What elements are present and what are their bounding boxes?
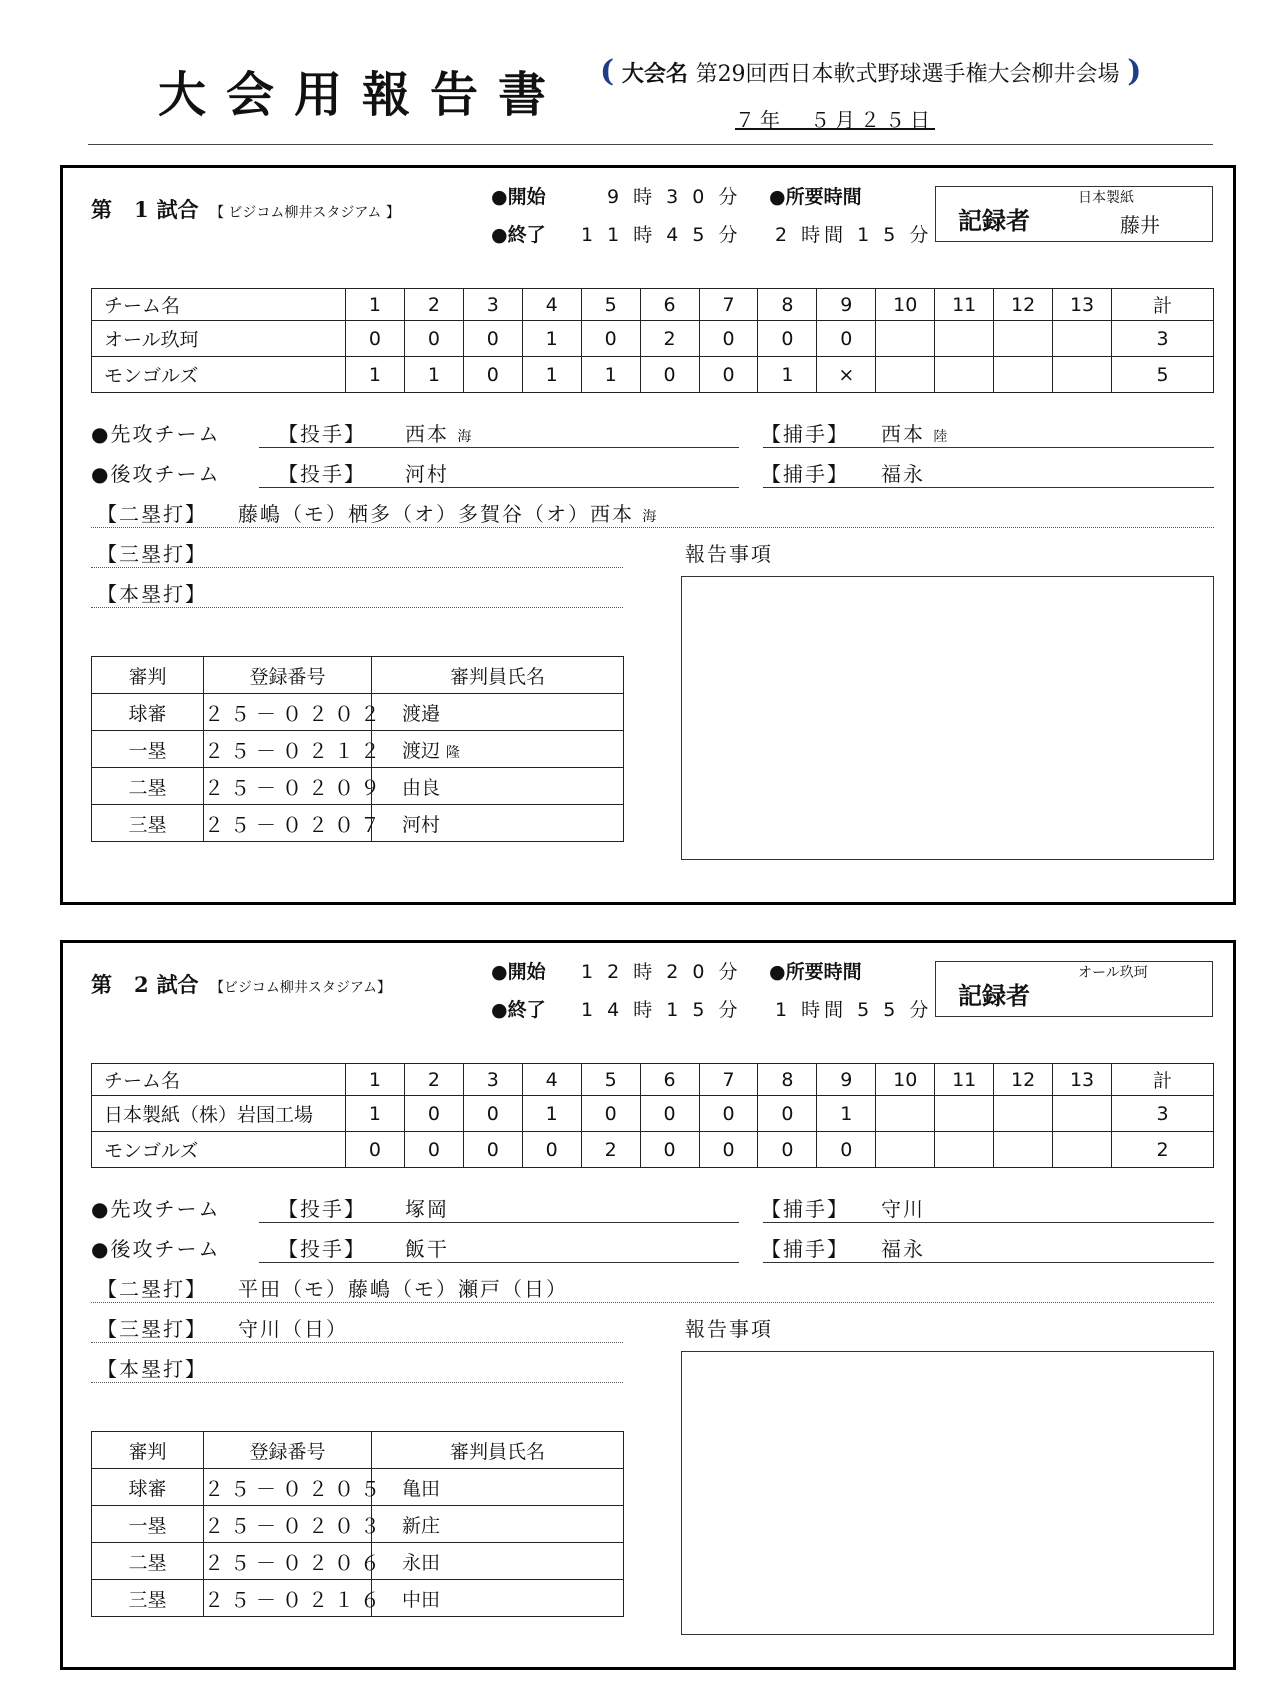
inning-score-cell: 0 xyxy=(463,321,522,357)
team-name-cell: オール玖珂 xyxy=(92,321,346,357)
inning-header-4: 4 xyxy=(522,1064,581,1096)
home-pitcher-label: 【投手】 xyxy=(278,1237,366,1261)
inning-header-2: 2 xyxy=(404,289,463,321)
inning-score-cell: 1 xyxy=(817,1096,876,1132)
page-title: 大会用報告書 xyxy=(158,67,567,123)
away-pitcher-underline xyxy=(259,1222,739,1223)
away-catcher-label: 【捕手】 xyxy=(761,422,849,446)
inning-header-5: 5 xyxy=(581,1064,640,1096)
umpire-reg-number: ２５－０２０３ xyxy=(204,1506,372,1543)
game-prefix: 第 xyxy=(91,197,112,222)
game-section-1 xyxy=(60,165,1236,905)
inning-header-13: 13 xyxy=(1053,289,1112,321)
start-time: 1 2 時 2 0 分 xyxy=(581,961,742,983)
inning-score-cell xyxy=(994,321,1053,357)
inning-score-cell: 0 xyxy=(522,1132,581,1168)
inning-score-cell xyxy=(876,357,935,393)
umpire-name-text: 渡邉 xyxy=(402,702,441,725)
away-catcher: 西本 陸 xyxy=(881,422,950,446)
umpire-role: 三塁 xyxy=(92,1580,204,1617)
tournament-name: 第29回西日本軟式野球選手権大会柳井会場 xyxy=(695,62,1120,87)
umpire-name xyxy=(372,1580,624,1617)
umpire-reg-number: ２５－０２０２ xyxy=(204,694,372,731)
inning-score-cell xyxy=(935,321,994,357)
bracket-close: ) xyxy=(1127,54,1142,89)
umpire-row xyxy=(92,805,624,842)
umpire-name-text: 由良 xyxy=(402,776,441,799)
end-time: 1 1 時 4 5 分 xyxy=(581,224,742,246)
doubles-dotted-line xyxy=(91,527,1214,528)
inning-score-cell xyxy=(935,1096,994,1132)
inning-header-12: 12 xyxy=(994,1064,1053,1096)
umpire-header-row xyxy=(92,1432,624,1469)
inning-score-cell: 0 xyxy=(817,1132,876,1168)
recorder-org: 日本製紙 xyxy=(1078,190,1134,206)
umpire-name-text: 渡辺 xyxy=(402,739,441,762)
start-label: ●開始 xyxy=(491,186,546,208)
team-header-cell: チーム名 xyxy=(92,1064,346,1096)
inning-score-cell: 0 xyxy=(640,1096,699,1132)
umpire-role: 二塁 xyxy=(92,1543,204,1580)
report-label: 報告事項 xyxy=(685,1317,773,1341)
doubles-label: 【二塁打】 xyxy=(97,502,207,526)
inning-score-cell: 0 xyxy=(463,1096,522,1132)
umpire-row xyxy=(92,768,624,805)
total-header-cell: 計 xyxy=(1112,1064,1214,1096)
doubles-dotted-line xyxy=(91,1302,1214,1303)
score-row xyxy=(92,321,1214,357)
umpire-col-header: 審判 xyxy=(92,657,204,694)
triples-label: 【三塁打】 xyxy=(97,542,207,566)
inning-score-cell: 0 xyxy=(404,321,463,357)
homeruns-label: 【本塁打】 xyxy=(97,582,207,606)
inning-score-cell xyxy=(876,321,935,357)
umpire-role: 一塁 xyxy=(92,731,204,768)
recorder-label: 記録者 xyxy=(958,206,1030,235)
inning-score-cell: 0 xyxy=(463,357,522,393)
tournament-label: 大会名 xyxy=(621,61,688,87)
inning-header-9: 9 xyxy=(817,1064,876,1096)
end-time: 1 4 時 1 5 分 xyxy=(581,999,742,1021)
team-name-cell: 日本製紙（株）岩国工場 xyxy=(92,1096,346,1132)
score-header-row xyxy=(92,1064,1214,1096)
total-score-cell: 2 xyxy=(1112,1132,1214,1168)
start-label: ●開始 xyxy=(491,961,546,983)
inning-score-cell: 1 xyxy=(522,357,581,393)
inning-score-cell: 1 xyxy=(522,321,581,357)
home-pitcher-underline xyxy=(259,1262,739,1263)
umpire-col-header: 審判員氏名 xyxy=(372,1432,624,1469)
score-row xyxy=(92,1096,1214,1132)
umpire-role: 三塁 xyxy=(92,805,204,842)
game-title xyxy=(91,969,395,999)
home-catcher: 福永 xyxy=(881,462,925,486)
inning-header-6: 6 xyxy=(640,1064,699,1096)
home-pitcher-label: 【投手】 xyxy=(278,462,366,486)
inning-score-cell: 0 xyxy=(404,1132,463,1168)
away-pitcher-label: 【投手】 xyxy=(278,422,366,446)
home-catcher-label: 【捕手】 xyxy=(761,462,849,486)
umpire-header-row xyxy=(92,657,624,694)
inning-header-13: 13 xyxy=(1053,1064,1112,1096)
umpire-col-header: 登録番号 xyxy=(204,1432,372,1469)
start-time: 9 時 3 0 分 xyxy=(607,186,742,208)
score-table xyxy=(91,288,1214,393)
away-catcher-underline xyxy=(763,1222,1214,1223)
recorder-org: オール玖珂 xyxy=(1078,965,1148,981)
umpire-row xyxy=(92,1580,624,1617)
home-catcher-underline xyxy=(763,487,1214,488)
inning-score-cell: 2 xyxy=(640,321,699,357)
umpire-name-text: 河村 xyxy=(402,813,441,836)
recorder-label: 記録者 xyxy=(958,981,1030,1010)
doubles-label: 【二塁打】 xyxy=(97,1277,207,1301)
umpire-table xyxy=(91,656,624,842)
inning-score-cell xyxy=(935,1132,994,1168)
away-pitcher: 西本 海 xyxy=(405,422,474,446)
inning-score-cell xyxy=(1053,321,1112,357)
inning-score-cell: 0 xyxy=(640,1132,699,1168)
game-suffix: 試合 xyxy=(156,197,199,222)
doubles-list: 平田（モ）藤嶋（モ）瀬戸（日） xyxy=(238,1277,568,1301)
game-number: 1 xyxy=(134,197,149,222)
inning-score-cell: 0 xyxy=(758,1132,817,1168)
home-team-label: ●後攻チーム xyxy=(91,462,221,486)
inning-score-cell: 0 xyxy=(699,357,758,393)
inning-score-cell xyxy=(994,1096,1053,1132)
umpire-name xyxy=(372,694,624,731)
umpire-role: 二塁 xyxy=(92,768,204,805)
inning-score-cell: 0 xyxy=(404,1096,463,1132)
duration-value: 1 時間 5 5 分 xyxy=(775,999,933,1021)
recorder-box xyxy=(935,186,1213,242)
report-box[interactable] xyxy=(681,576,1214,860)
inning-header-6: 6 xyxy=(640,289,699,321)
home-pitcher: 飯干 xyxy=(405,1237,449,1261)
umpire-row xyxy=(92,1469,624,1506)
inning-header-1: 1 xyxy=(346,1064,405,1096)
inning-score-cell: 0 xyxy=(758,1096,817,1132)
umpire-col-header: 登録番号 xyxy=(204,657,372,694)
inning-score-cell xyxy=(994,1132,1053,1168)
umpire-row xyxy=(92,1543,624,1580)
inning-score-cell xyxy=(876,1096,935,1132)
away-team-label: ●先攻チーム xyxy=(91,1197,221,1221)
inning-score-cell: 0 xyxy=(463,1132,522,1168)
umpire-reg-number: ２５－０２０６ xyxy=(204,1543,372,1580)
inning-header-7: 7 xyxy=(699,1064,758,1096)
home-team-label: ●後攻チーム xyxy=(91,1237,221,1261)
umpire-col-header: 審判員氏名 xyxy=(372,657,624,694)
inning-header-3: 3 xyxy=(463,289,522,321)
inning-header-7: 7 xyxy=(699,289,758,321)
header-divider xyxy=(88,144,1213,145)
inning-header-3: 3 xyxy=(463,1064,522,1096)
total-header-cell: 計 xyxy=(1112,289,1214,321)
inning-header-12: 12 xyxy=(994,289,1053,321)
inning-header-2: 2 xyxy=(404,1064,463,1096)
inning-header-10: 10 xyxy=(876,289,935,321)
umpire-reg-number: ２５－０２０５ xyxy=(204,1469,372,1506)
umpire-role: 球審 xyxy=(92,1469,204,1506)
inning-score-cell: 1 xyxy=(346,1096,405,1132)
inning-header-11: 11 xyxy=(935,1064,994,1096)
umpire-name xyxy=(372,805,624,842)
inning-score-cell: 0 xyxy=(346,321,405,357)
home-catcher-underline xyxy=(763,1262,1214,1263)
triples-list: 守川（日） xyxy=(238,1317,348,1341)
umpire-name xyxy=(372,731,624,768)
home-pitcher: 河村 xyxy=(405,462,449,486)
inning-score-cell: 0 xyxy=(581,321,640,357)
score-row xyxy=(92,1132,1214,1168)
duration-label: ●所要時間 xyxy=(769,961,862,983)
away-pitcher-underline xyxy=(259,447,739,448)
away-pitcher-label: 【投手】 xyxy=(278,1197,366,1221)
inning-score-cell xyxy=(994,357,1053,393)
inning-header-5: 5 xyxy=(581,289,640,321)
stadium-name: 【ビジコム柳井スタジアム】 xyxy=(209,980,391,996)
inning-score-cell xyxy=(876,1132,935,1168)
umpire-name xyxy=(372,1506,624,1543)
homeruns-dotted-line xyxy=(91,607,623,608)
game-section-2 xyxy=(60,940,1236,1670)
inning-score-cell xyxy=(1053,1096,1112,1132)
end-label: ●終了 xyxy=(491,224,546,246)
inning-score-cell: 0 xyxy=(346,1132,405,1168)
inning-score-cell: 0 xyxy=(699,321,758,357)
duration-label: ●所要時間 xyxy=(769,186,862,208)
homeruns-dotted-line xyxy=(91,1382,623,1383)
umpire-name-text: 中田 xyxy=(402,1588,441,1611)
umpire-row xyxy=(92,1506,624,1543)
report-box[interactable] xyxy=(681,1351,1214,1635)
stadium-name: 【 ビジコム柳井スタジアム 】 xyxy=(209,205,400,221)
total-score-cell: 3 xyxy=(1112,321,1214,357)
score-table xyxy=(91,1063,1214,1168)
inning-score-cell: 0 xyxy=(699,1096,758,1132)
doubles-list: 藤嶋（モ）栖多（オ）多賀谷（オ）西本 海 xyxy=(238,502,659,526)
home-catcher-label: 【捕手】 xyxy=(761,1237,849,1261)
inning-header-8: 8 xyxy=(758,1064,817,1096)
team-name-cell: モンゴルズ xyxy=(92,357,346,393)
inning-score-cell: 2 xyxy=(581,1132,640,1168)
away-pitcher: 塚岡 xyxy=(405,1197,449,1221)
umpire-row xyxy=(92,694,624,731)
homeruns-label: 【本塁打】 xyxy=(97,1357,207,1381)
score-row xyxy=(92,357,1214,393)
tournament-heading xyxy=(600,54,1141,89)
inning-score-cell xyxy=(1053,357,1112,393)
inning-header-9: 9 xyxy=(817,289,876,321)
inning-score-cell: 1 xyxy=(581,357,640,393)
away-catcher: 守川 xyxy=(881,1197,925,1221)
inning-header-4: 4 xyxy=(522,289,581,321)
game-number: 2 xyxy=(134,972,149,997)
triples-dotted-line xyxy=(91,567,623,568)
team-name-cell: モンゴルズ xyxy=(92,1132,346,1168)
report-date: ７年 ５月２５日 xyxy=(735,108,935,132)
away-catcher-label: 【捕手】 xyxy=(761,1197,849,1221)
umpire-name xyxy=(372,1543,624,1580)
home-catcher: 福永 xyxy=(881,1237,925,1261)
umpire-name xyxy=(372,768,624,805)
inning-score-cell: 1 xyxy=(346,357,405,393)
umpire-table xyxy=(91,1431,624,1617)
inning-header-11: 11 xyxy=(935,289,994,321)
inning-header-1: 1 xyxy=(346,289,405,321)
team-header-cell: チーム名 xyxy=(92,289,346,321)
inning-score-cell: 0 xyxy=(699,1132,758,1168)
recorder-box xyxy=(935,961,1213,1017)
total-score-cell: 5 xyxy=(1112,357,1214,393)
home-pitcher-underline xyxy=(259,487,739,488)
umpire-reg-number: ２５－０２０９ xyxy=(204,768,372,805)
inning-score-cell xyxy=(935,357,994,393)
umpire-name xyxy=(372,1469,624,1506)
inning-score-cell: 1 xyxy=(522,1096,581,1132)
umpire-reg-number: ２５－０２１６ xyxy=(204,1580,372,1617)
end-label: ●終了 xyxy=(491,999,546,1021)
umpire-name-text: 永田 xyxy=(402,1551,441,1574)
triples-label: 【三塁打】 xyxy=(97,1317,207,1341)
umpire-reg-number: ２５－０２０７ xyxy=(204,805,372,842)
umpire-reg-number: ２５－０２１２ xyxy=(204,731,372,768)
recorder-name: 藤井 xyxy=(1120,213,1160,237)
total-score-cell: 3 xyxy=(1112,1096,1214,1132)
inning-score-cell: 0 xyxy=(758,321,817,357)
umpire-name-suffix: 隆 xyxy=(446,744,461,761)
score-header-row xyxy=(92,289,1214,321)
game-prefix: 第 xyxy=(91,972,112,997)
inning-score-cell: 1 xyxy=(404,357,463,393)
umpire-row xyxy=(92,731,624,768)
inning-score-cell: 0 xyxy=(581,1096,640,1132)
inning-score-cell: 0 xyxy=(817,321,876,357)
inning-header-8: 8 xyxy=(758,289,817,321)
inning-score-cell xyxy=(1053,1132,1112,1168)
bracket-open: ( xyxy=(600,54,615,89)
umpire-role: 球審 xyxy=(92,694,204,731)
inning-header-10: 10 xyxy=(876,1064,935,1096)
report-label: 報告事項 xyxy=(685,542,773,566)
inning-score-cell: 0 xyxy=(640,357,699,393)
umpire-name-text: 新庄 xyxy=(402,1514,441,1537)
game-suffix: 試合 xyxy=(156,972,199,997)
away-catcher-underline xyxy=(763,447,1214,448)
umpire-role: 一塁 xyxy=(92,1506,204,1543)
inning-score-cell: 1 xyxy=(758,357,817,393)
umpire-name-text: 亀田 xyxy=(402,1477,441,1500)
triples-dotted-line xyxy=(91,1342,623,1343)
game-title xyxy=(91,194,404,224)
umpire-col-header: 審判 xyxy=(92,1432,204,1469)
inning-score-cell: × xyxy=(817,357,876,393)
away-team-label: ●先攻チーム xyxy=(91,422,221,446)
duration-value: 2 時間 1 5 分 xyxy=(775,224,933,246)
